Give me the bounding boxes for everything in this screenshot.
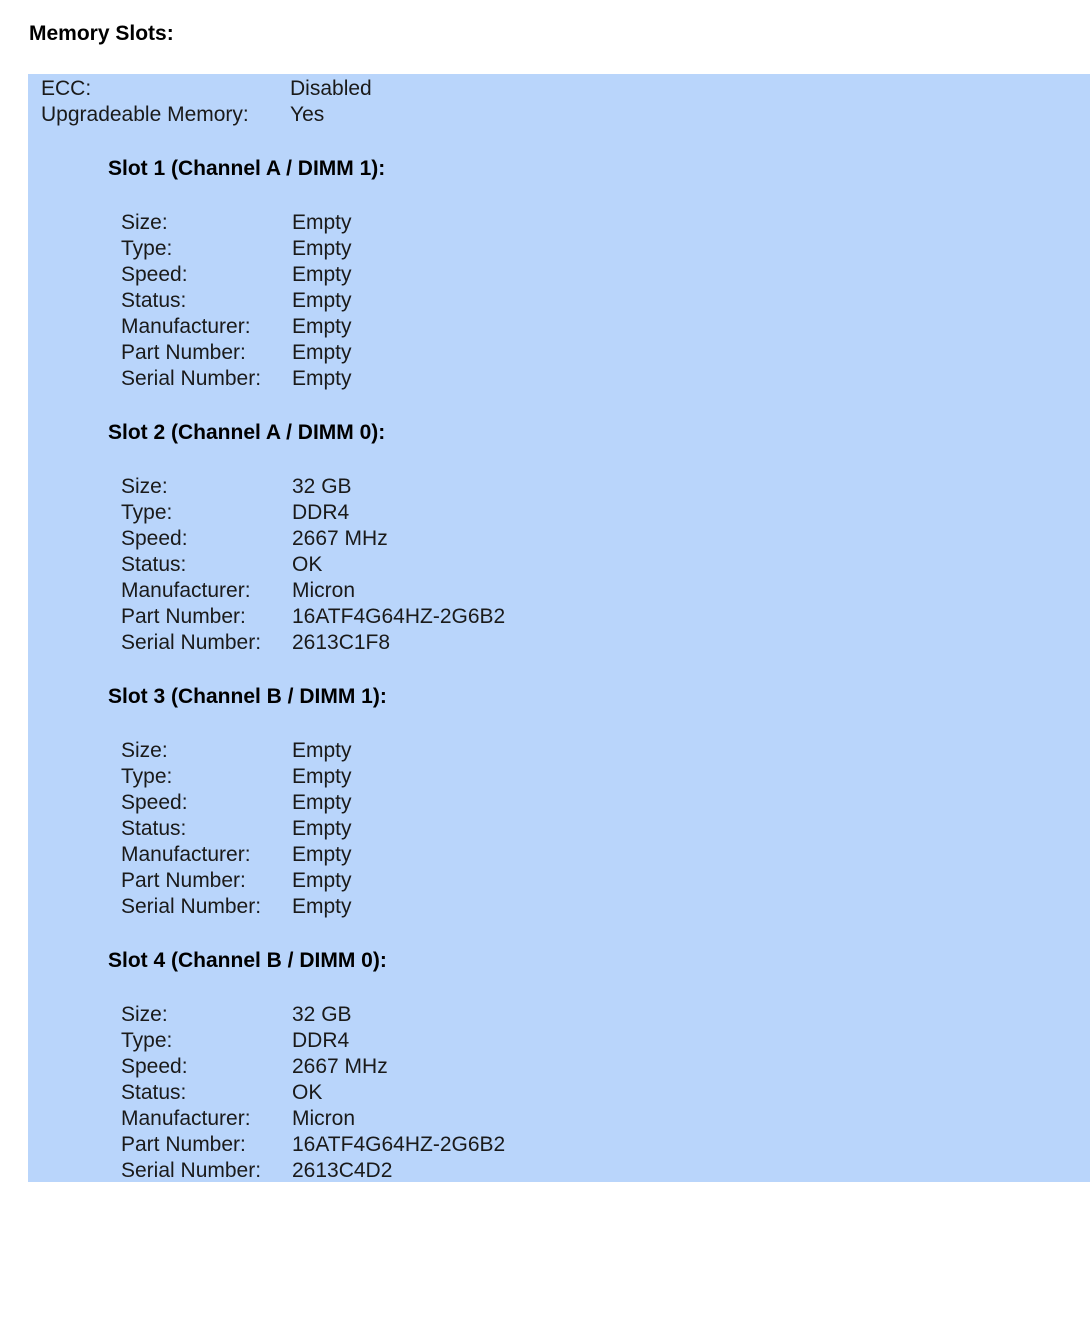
slot-heading: Slot 1 (Channel A / DIMM 1): xyxy=(108,157,386,180)
field-value: Micron xyxy=(292,1107,356,1130)
field-label: Size: xyxy=(121,475,168,498)
field-label: Speed: xyxy=(121,527,188,550)
field-label: Speed: xyxy=(121,1055,188,1078)
field-value: Empty xyxy=(292,211,352,234)
field-label: Speed: xyxy=(121,263,188,286)
field-value: 2667 MHz xyxy=(292,1055,388,1078)
field-value: OK xyxy=(292,553,323,576)
field-value: 2613C4D2 xyxy=(292,1159,393,1182)
field-value: 32 GB xyxy=(292,475,352,498)
field-label: Type: xyxy=(121,765,173,788)
field-label: Size: xyxy=(121,211,168,234)
field-label: Part Number: xyxy=(121,605,246,628)
summary-value: Yes xyxy=(290,103,325,126)
summary-value: Disabled xyxy=(290,77,372,100)
field-label: Part Number: xyxy=(121,869,246,892)
slot-heading: Slot 2 (Channel A / DIMM 0): xyxy=(108,421,386,444)
page-title: Memory Slots: xyxy=(29,22,174,45)
field-value: Empty xyxy=(292,367,352,390)
field-value: Empty xyxy=(292,817,352,840)
field-value: Empty xyxy=(292,791,352,814)
field-label: Status: xyxy=(121,289,187,312)
field-value: 32 GB xyxy=(292,1003,352,1026)
field-label: Status: xyxy=(121,817,187,840)
field-value: Empty xyxy=(292,765,352,788)
field-value: Empty xyxy=(292,289,352,312)
field-label: Size: xyxy=(121,1003,168,1026)
field-value: 16ATF4G64HZ-2G6B2 xyxy=(292,1133,506,1156)
field-value: 2667 MHz xyxy=(292,527,388,550)
field-value: OK xyxy=(292,1081,323,1104)
summary-label: ECC: xyxy=(41,77,92,100)
field-label: Manufacturer: xyxy=(121,1107,251,1130)
field-label: Size: xyxy=(121,739,168,762)
field-label: Status: xyxy=(121,553,187,576)
field-value: Empty xyxy=(292,263,352,286)
field-value: Empty xyxy=(292,739,352,762)
memory-slots-panel xyxy=(28,74,1090,1182)
field-label: Manufacturer: xyxy=(121,843,251,866)
field-label: Part Number: xyxy=(121,341,246,364)
field-value: Empty xyxy=(292,341,352,364)
field-value: Micron xyxy=(292,579,356,602)
field-label: Serial Number: xyxy=(121,895,262,918)
field-label: Type: xyxy=(121,237,173,260)
field-value: Empty xyxy=(292,895,352,918)
field-value: Empty xyxy=(292,315,352,338)
field-value: 16ATF4G64HZ-2G6B2 xyxy=(292,605,506,628)
field-label: Manufacturer: xyxy=(121,315,251,338)
field-label: Serial Number: xyxy=(121,1159,262,1182)
field-label: Manufacturer: xyxy=(121,579,251,602)
field-value: DDR4 xyxy=(292,1029,350,1052)
field-value: DDR4 xyxy=(292,501,350,524)
field-value: 2613C1F8 xyxy=(292,631,391,654)
field-value: Empty xyxy=(292,843,352,866)
field-label: Type: xyxy=(121,501,173,524)
slot-heading: Slot 4 (Channel B / DIMM 0): xyxy=(108,949,387,972)
field-label: Serial Number: xyxy=(121,631,262,654)
summary-label: Upgradeable Memory: xyxy=(41,103,249,126)
field-label: Part Number: xyxy=(121,1133,246,1156)
field-label: Serial Number: xyxy=(121,367,262,390)
field-label: Speed: xyxy=(121,791,188,814)
field-label: Type: xyxy=(121,1029,173,1052)
field-value: Empty xyxy=(292,869,352,892)
field-label: Status: xyxy=(121,1081,187,1104)
field-value: Empty xyxy=(292,237,352,260)
slot-heading: Slot 3 (Channel B / DIMM 1): xyxy=(108,685,387,708)
